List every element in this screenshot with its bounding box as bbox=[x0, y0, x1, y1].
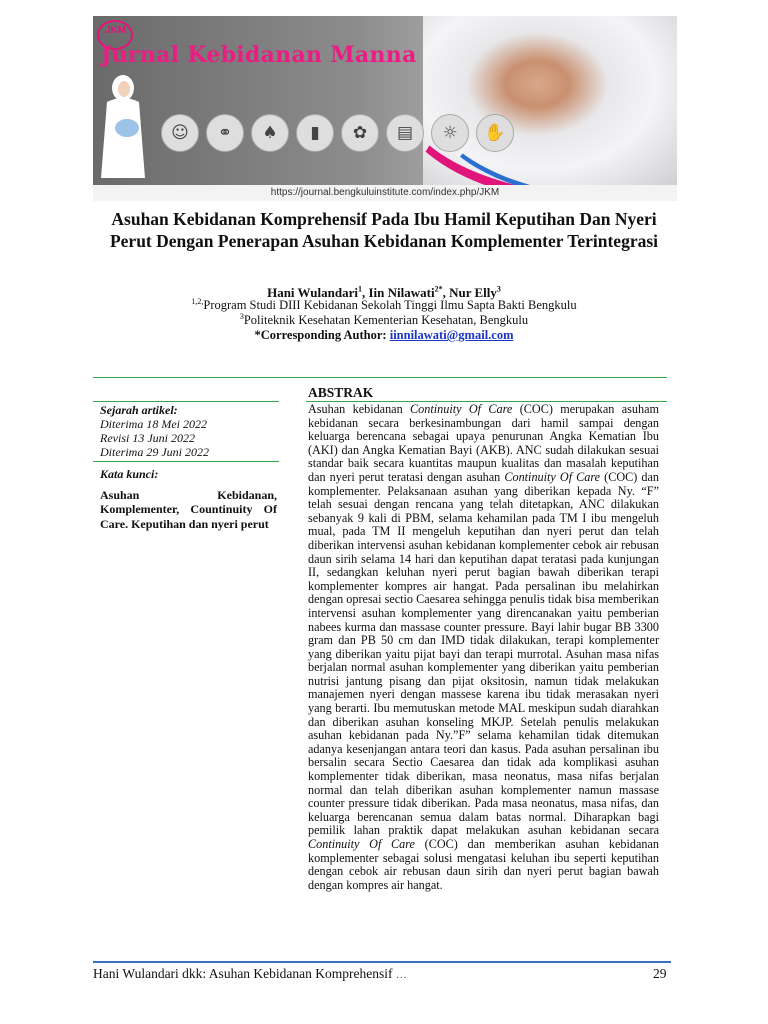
paper-title-line-2: Perut Dengan Penerapan Asuhan Kebidanan Komplementer Terintegrasi bbox=[109, 231, 659, 251]
stethoscope-icon: ⚭ bbox=[206, 114, 244, 152]
article-history bbox=[100, 403, 280, 459]
bottle-icon: ▮ bbox=[296, 114, 334, 152]
corresponding-label: *Corresponding Author: bbox=[254, 328, 387, 342]
running-head-ellipsis: … bbox=[395, 969, 407, 981]
lightbulb-icon: ☼ bbox=[431, 114, 469, 152]
footer-rule bbox=[93, 961, 671, 963]
hands-icon: ✋ bbox=[476, 114, 514, 152]
journal-url[interactable]: https://journal.bengkuluinstitute.com/index.php/JKM bbox=[93, 185, 677, 201]
received-date: Diterima 18 Mei 2022 bbox=[100, 417, 207, 431]
keywords-label: Kata kunci: bbox=[100, 467, 159, 481]
corresponding-email-link[interactable]: iinnilawati@gmail.com bbox=[389, 328, 514, 342]
sidebar-divider bbox=[93, 401, 279, 402]
pelvis-icon: ✿ bbox=[341, 114, 379, 152]
section-divider bbox=[93, 377, 667, 378]
abstract-italic-term: Continuity Of Care bbox=[410, 402, 513, 416]
mother-with-baby-icon bbox=[97, 72, 149, 178]
author-affil-sup: 1 bbox=[358, 284, 362, 294]
abstract-body bbox=[308, 403, 659, 892]
accepted-date: Diterima 29 Juni 2022 bbox=[100, 445, 209, 459]
paper-title bbox=[60, 208, 708, 252]
affiliation-1 bbox=[0, 298, 768, 312]
keywords-divider bbox=[93, 461, 279, 462]
abstract-text-run: (COC) dan memberikan asuhan kebidanan komplementer sebagai solusi mengatasi keluhan ibu seperti keputihan dengan cebok air rebusan daun sirih dan nyeri perut bagian bawah dengan kompres air hangat. bbox=[308, 837, 659, 892]
author-name: Hani Wulandari bbox=[267, 285, 358, 300]
abstract-italic-term: Continuity Of Care bbox=[308, 837, 415, 851]
author-affil-sup: 3 bbox=[496, 284, 501, 294]
revised-date: Revisi 13 Juni 2022 bbox=[100, 431, 195, 445]
affiliation-sup: 1,2, bbox=[191, 296, 204, 306]
affiliation-sup: 3 bbox=[239, 311, 244, 321]
chart-icon: ▤ bbox=[386, 114, 424, 152]
journal-banner bbox=[93, 16, 677, 201]
running-head bbox=[93, 966, 407, 982]
banner-icon-row bbox=[161, 114, 514, 152]
abstract-heading: ABSTRAK bbox=[308, 385, 374, 400]
author-list: Hani Wulandari$^1$, Iin Nilawati$^{2*}$, Nur Elly$^3$ bbox=[267, 284, 501, 300]
keywords-text: Asuhan Kebidanan, Komplementer, Countinuity Of Care. Keputihan dan nyeri perut bbox=[100, 488, 277, 531]
corresponding-author bbox=[0, 328, 768, 342]
abstract-text-run: (COC) dan komplementer. Pelaksanaan asuhan yang diberikan kepada Ny. “F” telah sesuai dengan rencana yang telah ditetapkan, ANC dilakukan sebanyak 9 kali di PBM, selama kehamilan pada TM I ibu mengeluh mual, pada TM II mengeluh keputihan dan nyeri perut dan telah diberikan intervensi asuhan kebidanan komplementer cebok air rebusan daun sirih selama 14 hari dan keputihan dapat teratasi pada kunjungan II, sedangkan keluhan nyeri perut bagian bawah diberikan terapi komplementer kompres air hangat. Pada persalinan ibu melahirkan dengan opresai sectio Caesarea sehingga penulis tidak bisa memberikan intervensi asuhan komplementer yang direncanakan yaitu pemberian nabees kurma dan massase counter pressure. Bayi lahir bugar BB 3300 gram dan PB 50 cm dan IMD tidak dilakukan, terapi komplementer yang diberikan yaitu pijat bayi dan terapi murrotal. Asuhan masa nifas berjalan normal asuhan komplementer yang diberikan yaitu pemberian nutrisi jantung pisang dan pijat oksitosin, namun tidak melakukan manajemen nyeri dengan massese karena ibu tidak merasakan nyeri yang berarti. Ibu memutuskan metode MAL meskipun sudah diarahkan dan diberikan asuhan konseling MKJP. Setelah penulis melakukan asuhan kebidanan pada Ny.”F” selama kehamilan tidak ditemukan adanya kesenjangan antara teori dan kasus. Pada asuhan persalinan ibu bersalin secara Sectio Caesarea dan tidak ada komplikasi asuhan komplementer tidak diberikan, masa neonatus, masa nifas berjalan normal dan telah diberikan asuhan komplementer namun massase counter pressure tidak diberikan. Pada masa neonatus, masa nifas, dan keluarga berencanan semua dalam batas normal. Diharapkan bagi pemilik lahan praktik dapat melakukan asuhan kebidanan secara bbox=[308, 469, 659, 838]
affiliation-text: Politeknik Kesehatan Kementerian Kesehatan, Bengkulu bbox=[243, 313, 529, 327]
author-name: Nur Elly bbox=[449, 285, 497, 300]
abstract-paragraph bbox=[308, 403, 659, 892]
page-number: 29 bbox=[653, 966, 667, 981]
author-affil-sup: 2* bbox=[434, 284, 443, 294]
journal-title: Jurnal Kebidanan Manna bbox=[101, 42, 417, 68]
author-name: Iin Nilawati bbox=[368, 285, 435, 300]
history-heading: Sejarah artikel: bbox=[100, 403, 178, 417]
abstract-text-run: (COC) merupakan asuham kebidanan secara berkesinambungan dari hamil sampai dengan keluarga berencana sebagai upaya penurunan Angka Kematian Ibu (AKI) dan Angka Kematian Bayi (AKB). ANC sudah dilakukan sesuai standar baik secara kuantitas maupun kualitas dan masalah keputihan dan nyeri perut teratasi dengan asuhan bbox=[308, 402, 659, 484]
running-head-text: Hani Wulandari dkk: Asuhan Kebidanan Komprehensif bbox=[93, 966, 393, 981]
abstract-italic-term: Continuity Of Care bbox=[504, 469, 601, 484]
baby-icon: ☺ bbox=[161, 114, 199, 152]
paper-title-line-1: Asuhan Kebidanan Komprehensif Pada Ibu Hamil Keputihan Dan Nyeri bbox=[111, 209, 657, 229]
journal-logo-text: JKM bbox=[105, 25, 127, 36]
breastfeeding-icon: ♠ bbox=[251, 114, 289, 152]
abstract-text-run: Asuhan kebidanan bbox=[308, 402, 411, 416]
affiliation-2 bbox=[0, 313, 768, 327]
affiliation-text: Program Studi DIII Kebidanan Sekolah Tinggi Ilmu Sapta Bakti Bengkulu bbox=[203, 298, 577, 312]
